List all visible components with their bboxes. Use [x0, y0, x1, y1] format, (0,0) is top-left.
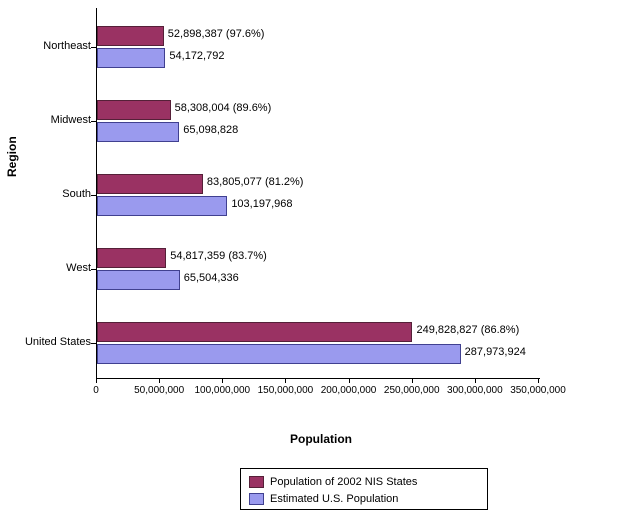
bar[interactable]	[97, 270, 180, 290]
bar-value-label: 52,898,387 (97.6%)	[167, 28, 265, 40]
bar-value-label: 65,504,336	[183, 272, 239, 284]
bar-value-label: 249,828,827 (86.8%)	[416, 324, 520, 336]
bar[interactable]	[97, 48, 165, 68]
chart-legend	[240, 468, 488, 510]
bar-row	[97, 270, 540, 290]
category-label: South	[62, 188, 91, 200]
bar[interactable]	[97, 248, 166, 268]
bar[interactable]	[97, 344, 461, 364]
x-axis-tick-label: 150,000,000	[257, 385, 314, 396]
bar-value-label: 287,973,924	[464, 346, 526, 358]
bar-group	[97, 322, 540, 366]
x-axis-tick	[475, 378, 476, 383]
bar[interactable]	[97, 100, 171, 120]
x-axis-tick-label: 350,000,000	[510, 385, 566, 396]
x-axis-tick-label: 250,000,000	[383, 385, 440, 396]
x-axis-tick	[96, 378, 97, 383]
bar-row	[97, 48, 540, 68]
bar-row	[97, 196, 540, 216]
y-axis-tick	[91, 343, 96, 344]
bar-group	[97, 174, 540, 218]
x-axis-line	[96, 378, 540, 379]
bar[interactable]	[97, 196, 227, 216]
x-axis-tick-label: 200,000,000	[320, 385, 377, 396]
x-axis-tick-label: 100,000,000	[194, 385, 251, 396]
bar-group	[97, 26, 540, 70]
y-axis-tick	[91, 121, 96, 122]
bar-value-label: 58,308,004 (89.6%)	[174, 102, 272, 114]
bar-row	[97, 344, 540, 364]
category-label: Midwest	[50, 114, 91, 126]
y-axis-title: Region	[5, 136, 19, 177]
plot-area	[93, 8, 566, 396]
bar-value-label: 54,817,359 (83.7%)	[170, 250, 267, 262]
bar[interactable]	[97, 322, 412, 342]
legend-item	[249, 491, 479, 506]
legend-swatch-icon	[249, 493, 264, 505]
x-axis-tick	[222, 378, 223, 383]
bar-row	[97, 26, 540, 46]
legend-item	[249, 474, 479, 489]
x-axis-tick	[538, 378, 539, 383]
y-axis-tick	[91, 47, 96, 48]
bar-row	[97, 322, 540, 342]
bar-value-label: 103,197,968	[231, 198, 293, 210]
category-label: Northeast	[43, 40, 91, 52]
bar-row	[97, 122, 540, 142]
x-axis-tick-label: 300,000,000	[447, 385, 503, 396]
bar-row	[97, 100, 540, 120]
bar-row	[97, 174, 540, 194]
bar-value-label: 54,172,792	[169, 50, 225, 62]
category-label: West	[66, 262, 91, 274]
x-axis-tick	[285, 378, 286, 383]
x-axis-tick-label: 0	[93, 385, 99, 396]
category-label: United States	[24, 336, 91, 348]
bar-row	[97, 248, 540, 268]
bar[interactable]	[97, 174, 203, 194]
y-axis-tick	[91, 269, 96, 270]
x-axis-tick	[349, 378, 350, 383]
bar-group	[97, 100, 540, 144]
bar[interactable]	[97, 26, 164, 46]
bar-value-label: 83,805,077 (81.2%)	[206, 176, 304, 188]
legend-label: Population of 2002 NIS States	[270, 475, 418, 488]
legend-swatch-icon	[249, 476, 264, 488]
bar[interactable]	[97, 122, 179, 142]
x-axis-title: Population	[290, 432, 352, 446]
bar-group	[97, 248, 540, 292]
legend-label: Estimated U.S. Population	[270, 492, 399, 505]
bar-value-label: 65,098,828	[183, 124, 239, 136]
x-axis-tick-label: 50,000,000	[134, 385, 185, 396]
x-axis-tick	[412, 378, 413, 383]
x-axis-tick	[159, 378, 160, 383]
y-axis-tick	[91, 195, 96, 196]
